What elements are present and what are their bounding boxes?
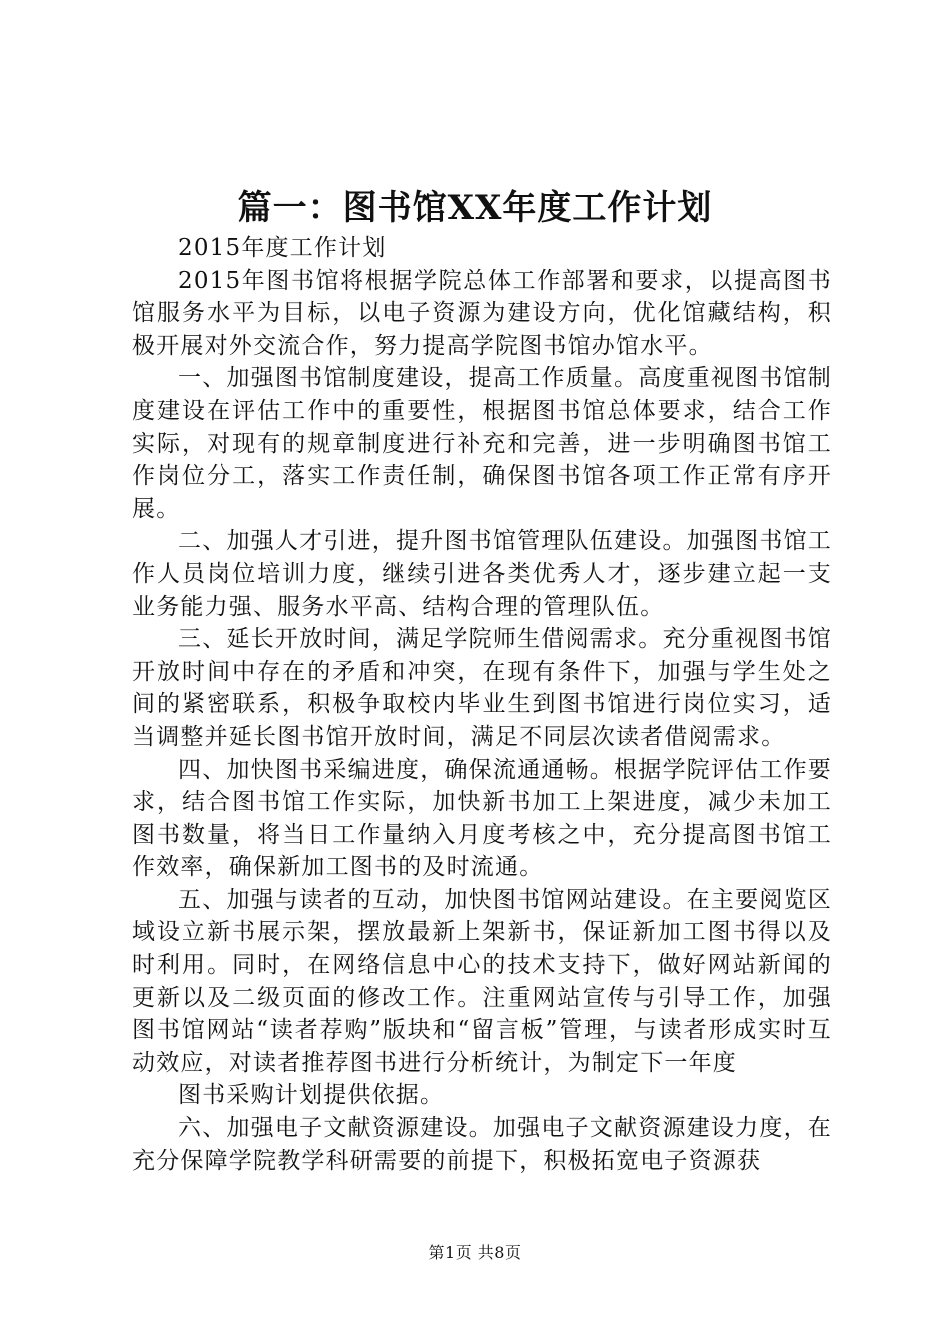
page-number-footer: 第1页 共8页 [428,1243,522,1262]
paragraph-item-2: 二、加强人才引进，提升图书馆管理队伍建设。加强图书馆工作人员岗位培训力度，继续引进各类优秀人才，逐步建立起一支业务能力强、服务水平高、结构合理的管理队伍。 [132,528,832,620]
paragraph-item-5: 五、加强与读者的互动，加快图书馆网站建设。在主要阅览区域设立新书展示架，摆放最新上架新书，保证新加工图书得以及时利用。同时，在网络信息中心的技术支持下，做好网站新闻的更新以及二级页面的修改工作。注重网站宣传与引导工作，加强图书馆网站“读者荐购”版块和“留言板”管理，与读者形成实时互动效应，对读者推荐图书进行分析统计，为制定下一年度 [132,886,832,1076]
paragraph-item-5-continued: 图书采购计划提供依据。 [178,1082,445,1109]
paragraph-item-1: 一、加强图书馆制度建设，提高工作质量。高度重视图书馆制度建设在评估工作中的重要性，根据图书馆总体要求，结合工作实际，对现有的规章制度进行补充和完善，进一步明确图书馆工作岗位分工，落实工作责任制，确保图书馆各项工作正常有序开展。 [132,365,832,522]
document-body [132,232,832,1177]
paragraph-intro: 2015年图书馆将根据学院总体工作部署和要求，以提高图书馆服务水平为目标，以电子资源为建设方向，优化馆藏结构，积极开展对外交流合作，努力提高学院图书馆办馆水平。 [132,267,832,359]
document-title: 篇一：图书馆XX年度工作计划 [237,188,713,228]
paragraph-plan-heading: 2015年度工作计划 [178,235,387,261]
paragraph-item-4: 四、加快图书采编进度，确保流通通畅。根据学院评估工作要求，结合图书馆工作实际，加快新书加工上架进度，减少未加工图书数量，将当日工作量纳入月度考核之中，充分提高图书馆工作效率，确保新加工图书的及时流通。 [132,756,832,881]
paragraph-item-6: 六、加强电子文献资源建设。加强电子文献资源建设力度，在充分保障学院教学科研需要的前提下，积极拓宽电子资源获 [132,1115,832,1174]
paragraph-item-3: 三、延长开放时间，满足学院师生借阅需求。充分重视图书馆开放时间中存在的矛盾和冲突，在现有条件下，加强与学生处之间的紧密联系，积极争取校内毕业生到图书馆进行岗位实习，适当调整并延长图书馆开放时间，满足不同层次读者借阅需求。 [132,626,832,750]
